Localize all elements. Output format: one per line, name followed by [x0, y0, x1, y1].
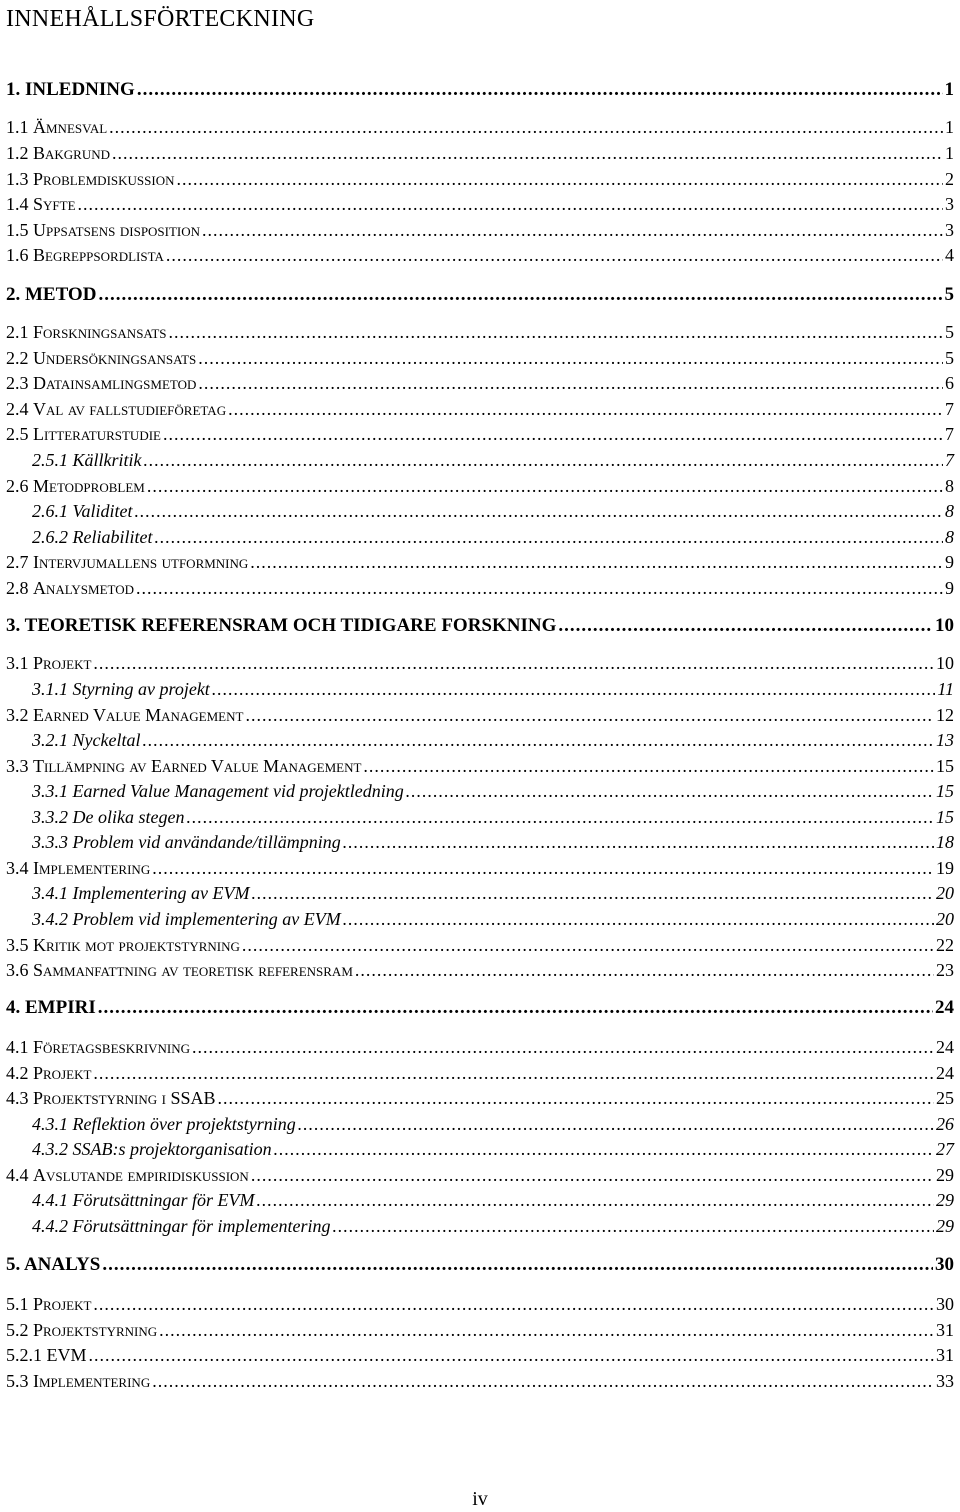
toc-entry[interactable] [6, 474, 954, 498]
toc-entry[interactable] [6, 958, 954, 982]
toc-entry-title: 3.6 Sammanfattning av teoretisk referensram [6, 960, 353, 980]
toc-entry-page: 30 [936, 1294, 954, 1314]
toc-entry-title: 2. METOD [6, 284, 97, 305]
toc-entry[interactable] [6, 320, 954, 344]
toc-entry[interactable] [6, 141, 954, 165]
toc-entry-page: 15 [936, 807, 954, 827]
toc-entry-page: 7 [945, 399, 954, 419]
toc-entry-page: 6 [945, 373, 954, 393]
dot-leader [137, 78, 943, 102]
dot-leader [159, 1318, 934, 1342]
toc-entry[interactable] [6, 651, 954, 675]
toc-entry-page: 15 [936, 781, 954, 801]
toc-entry-page: 8 [945, 476, 954, 496]
toc-entry-page: 1 [945, 143, 954, 163]
dot-leader [343, 907, 934, 931]
toc-entry[interactable] [32, 779, 954, 803]
toc-entry-page: 7 [945, 450, 954, 470]
page-number: iv [472, 1488, 488, 1510]
toc-entry-page: 27 [936, 1139, 954, 1159]
toc-entry[interactable] [6, 422, 954, 446]
toc-entry-title: 2.3 Datainsamlingsmetod [6, 373, 197, 393]
toc-entry-page: 10 [935, 615, 954, 636]
dot-leader [89, 1343, 935, 1367]
dot-leader [298, 1112, 934, 1136]
toc-entry-title: 3.5 Kritik mot projektstyrning [6, 935, 240, 955]
toc-entry-page: 10 [936, 653, 954, 673]
toc-entry-title: 4.4.1 Förutsättningar för EVM [32, 1190, 255, 1210]
dot-leader [245, 703, 934, 727]
toc-entry-title: 2.6 Metodproblem [6, 476, 145, 496]
dot-leader [112, 141, 943, 165]
toc-entry[interactable] [32, 907, 954, 931]
dot-leader [333, 1214, 935, 1238]
toc-entry-title: 1.4 Syfte [6, 194, 76, 214]
toc-entry-title: 1.2 Bakgrund [6, 143, 111, 163]
dot-leader [144, 448, 944, 472]
toc-entry[interactable] [6, 1253, 954, 1277]
toc-entry-page: 7 [945, 424, 954, 444]
page-title: INNEHÅLLSFÖRTECKNING [6, 6, 315, 32]
toc-entry-title: 3.2 Earned Value Management [6, 705, 244, 725]
toc-entry-title: 5.1 Projekt [6, 1294, 92, 1314]
toc-entry-title: 3.1 Projekt [6, 653, 92, 673]
toc-entry[interactable] [32, 830, 954, 854]
toc-entry[interactable] [6, 1343, 954, 1367]
dot-leader [98, 283, 942, 307]
toc-entry-title: 4.1 Företagsbeskrivning [6, 1037, 191, 1057]
toc-entry[interactable] [6, 78, 954, 102]
toc-entry[interactable] [6, 1035, 954, 1059]
toc-entry-page: 24 [935, 997, 954, 1018]
toc-entry[interactable] [6, 115, 954, 139]
dot-leader [93, 651, 934, 675]
toc-entry-title: 4.3 Projektstyrning i SSAB [6, 1088, 216, 1108]
dot-leader [251, 881, 934, 905]
toc-entry[interactable] [32, 805, 954, 829]
dot-leader [257, 1188, 934, 1212]
dot-leader [198, 371, 943, 395]
toc-entry[interactable] [6, 371, 954, 395]
toc-entry[interactable] [6, 283, 954, 307]
toc-entry-page: 8 [945, 527, 954, 547]
toc-entry[interactable] [32, 881, 954, 905]
toc-entry-page: 29 [936, 1190, 954, 1210]
toc-entry-page: 33 [936, 1371, 954, 1391]
toc-entry[interactable] [6, 550, 954, 574]
toc-entry-page: 25 [936, 1088, 954, 1108]
toc-entry-page: 4 [945, 245, 954, 265]
toc-entry-title: 3.4.1 Implementering av EVM [32, 883, 250, 903]
toc-entry[interactable] [6, 1369, 954, 1393]
toc-entry-page: 20 [936, 883, 954, 903]
toc-entry-page: 19 [936, 858, 954, 878]
toc-entry-title: 2.1 Forskningsansats [6, 322, 167, 342]
toc-entry[interactable] [6, 703, 954, 727]
toc-entry-title: 1. INLEDNING [6, 79, 135, 100]
dot-leader [136, 576, 943, 600]
dot-leader [251, 1163, 934, 1187]
toc-entry-page: 5 [944, 284, 954, 305]
toc-entry-page: 18 [936, 832, 954, 852]
toc-entry-title: 4.4.2 Förutsättningar för implementering [32, 1216, 331, 1236]
dot-leader [135, 499, 944, 523]
toc-entry-title: 3.3.2 De olika stegen [32, 807, 185, 827]
dot-leader [274, 1137, 934, 1161]
dot-leader [109, 115, 943, 139]
dot-leader [186, 805, 934, 829]
dot-leader [242, 933, 934, 957]
toc-entry-page: 24 [936, 1063, 954, 1083]
toc-entry-title: 3.2.1 Nyckeltal [32, 730, 141, 750]
toc-entry[interactable] [6, 192, 954, 216]
dot-leader [152, 856, 934, 880]
toc-entry-page: 30 [935, 1254, 954, 1275]
toc-entry-page: 3 [945, 220, 954, 240]
dot-leader [93, 1061, 934, 1085]
toc-entry[interactable] [32, 1188, 954, 1212]
dot-leader [152, 1369, 934, 1393]
toc-entry-page: 31 [936, 1320, 954, 1340]
dot-leader [154, 525, 943, 549]
dot-leader [250, 550, 943, 574]
toc-entry[interactable] [6, 576, 954, 600]
toc-entry-title: 2.5.1 Källkritik [32, 450, 142, 470]
toc-entry-title: 3.4.2 Problem vid implementering av EVM [32, 909, 341, 929]
toc-entry[interactable] [32, 1112, 954, 1136]
toc-entry-title: 3.3.3 Problem vid användande/tillämpning [32, 832, 341, 852]
toc-entry-page: 2 [945, 169, 954, 189]
toc-entry[interactable] [32, 728, 954, 752]
toc-entry-title: 3.3.1 Earned Value Management vid projektledning [32, 781, 404, 801]
dot-leader [192, 1035, 934, 1059]
toc-entry[interactable] [32, 525, 954, 549]
toc-entry-title: 3.4 Implementering [6, 858, 151, 878]
toc-entry[interactable] [6, 1292, 954, 1316]
toc-entry-title: 1.3 Problemdiskussion [6, 169, 175, 189]
toc-entry-title: 2.6.2 Reliabilitet [32, 527, 153, 547]
dot-leader [147, 474, 943, 498]
toc-entry[interactable] [6, 1061, 954, 1085]
dot-leader [93, 1292, 934, 1316]
toc-entry-page: 15 [936, 756, 954, 776]
toc-entry-title: 5.2 Projektstyrning [6, 1320, 158, 1340]
toc-entry-page: 22 [936, 935, 954, 955]
toc-entry-page: 24 [936, 1037, 954, 1057]
toc-entry[interactable] [6, 218, 954, 242]
toc-entry-page: 9 [945, 578, 954, 598]
dot-leader [102, 1253, 933, 1277]
dot-leader [142, 728, 934, 752]
toc-entry-title: 1.6 Begreppsordlista [6, 245, 164, 265]
toc-entry[interactable] [6, 754, 954, 778]
toc-entry[interactable] [32, 499, 954, 523]
toc-entry-title: 4. EMPIRI [6, 997, 96, 1018]
toc-entry-title: 3.3 Tillämpning av Earned Value Management [6, 756, 362, 776]
toc-entry-page: 5 [945, 322, 954, 342]
dot-leader [163, 422, 943, 446]
dot-leader [217, 1086, 934, 1110]
dot-leader [78, 192, 943, 216]
toc-entry-page: 1 [945, 117, 954, 137]
toc-entry[interactable] [6, 856, 954, 880]
toc-entry-page: 11 [937, 679, 954, 699]
toc-entry[interactable] [6, 1163, 954, 1187]
toc-entry-title: 4.3.1 Reflektion över projektstyrning [32, 1114, 296, 1134]
toc-entry-title: 2.4 Val av fallstudieföretag [6, 399, 227, 419]
toc-entry-page: 5 [945, 348, 954, 368]
dot-leader [558, 614, 933, 638]
toc-entry[interactable] [6, 933, 954, 957]
toc-entry-page: 9 [945, 552, 954, 572]
dot-leader [198, 346, 943, 370]
toc-entry-title: 3.1.1 Styrning av projekt [32, 679, 210, 699]
dot-leader [202, 218, 943, 242]
toc-entry-title: 4.4 Avslutande empiridiskussion [6, 1165, 249, 1185]
toc-entry-title: 2.6.1 Validitet [32, 501, 133, 521]
toc-entry-title: 5.3 Implementering [6, 1371, 151, 1391]
toc-entry-title: 1.5 Uppsatsens disposition [6, 220, 201, 240]
toc-entry[interactable] [6, 996, 954, 1020]
toc-entry-title: 5. ANALYS [6, 1254, 101, 1275]
toc-entry[interactable] [6, 243, 954, 267]
toc-entry-title: 2.5 Litteraturstudie [6, 424, 161, 444]
dot-leader [406, 779, 934, 803]
toc-entry[interactable] [32, 1214, 954, 1238]
dot-leader [343, 830, 934, 854]
toc-entry[interactable] [32, 448, 954, 472]
toc-entry-page: 1 [944, 79, 954, 100]
dot-leader [355, 958, 934, 982]
toc-entry-page: 29 [936, 1165, 954, 1185]
toc-entry-page: 23 [936, 960, 954, 980]
toc-entry[interactable] [6, 397, 954, 421]
toc-entry-title: 4.3.2 SSAB:s projektorganisation [32, 1139, 272, 1159]
dot-leader [228, 397, 943, 421]
toc-entry-title: 2.2 Undersökningsansats [6, 348, 197, 368]
toc-entry-page: 8 [945, 501, 954, 521]
dot-leader [212, 677, 936, 701]
toc-entry[interactable] [6, 346, 954, 370]
toc-entry[interactable] [6, 1086, 954, 1110]
toc-entry[interactable] [32, 677, 954, 701]
toc-entry-title: 5.2.1 EVM [6, 1345, 87, 1365]
toc-entry-title: 2.7 Intervjumallens utformning [6, 552, 249, 572]
toc-entry-page: 31 [936, 1345, 954, 1365]
toc-entry-page: 13 [936, 730, 954, 750]
toc-entry[interactable] [6, 1318, 954, 1342]
toc-entry-page: 3 [945, 194, 954, 214]
toc-entry[interactable] [32, 1137, 954, 1161]
toc-entry-title: 3. TEORETISK REFERENSRAM OCH TIDIGARE FORSKNING [6, 615, 557, 636]
toc-entry-page: 12 [936, 705, 954, 725]
toc-entry-title: 2.8 Analysmetod [6, 578, 135, 598]
dot-leader [98, 996, 933, 1020]
toc-entry-page: 20 [936, 909, 954, 929]
toc-entry[interactable] [6, 614, 954, 638]
toc-entry-page: 26 [936, 1114, 954, 1134]
dot-leader [363, 754, 934, 778]
toc-entry-page: 29 [936, 1216, 954, 1236]
dot-leader [176, 167, 943, 191]
dot-leader [169, 320, 943, 344]
toc-entry-title: 1.1 Ämnesval [6, 117, 108, 137]
toc-entry-title: 4.2 Projekt [6, 1063, 92, 1083]
dot-leader [166, 243, 943, 267]
toc-entry[interactable] [6, 167, 954, 191]
